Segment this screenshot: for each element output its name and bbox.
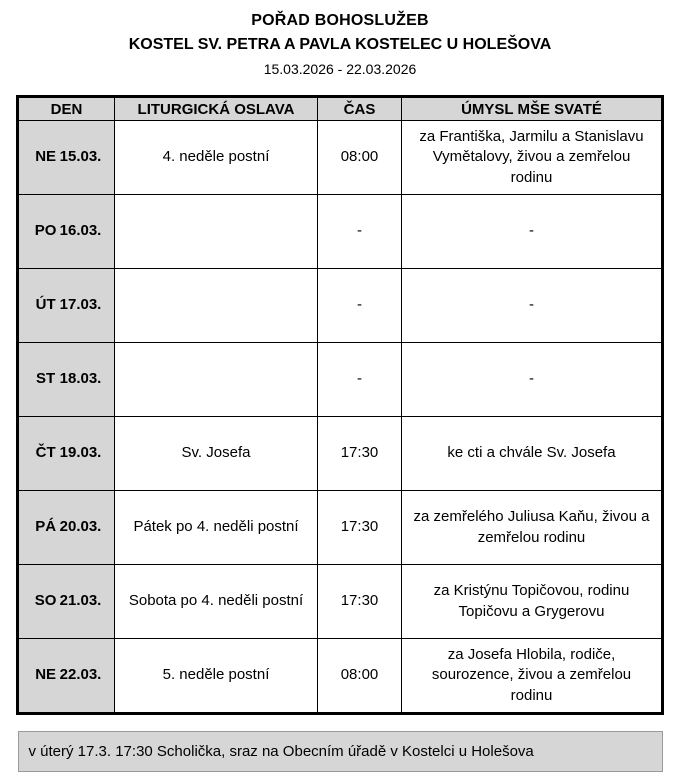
day-abbreviation: PO <box>34 222 57 240</box>
time-cell: 17:30 <box>318 565 402 639</box>
day-abbreviation: ST <box>36 370 56 388</box>
church-name: KOSTEL SV. PETRA A PAVLA KOSTELEC U HOLEŠOVA <box>128 35 552 53</box>
day-cell <box>18 343 115 417</box>
day-date: 18.03. <box>59 370 102 388</box>
col-header-umysl: ÚMYSL MŠE SVATÉ <box>402 97 663 121</box>
day-abbreviation: NE <box>35 666 57 684</box>
table-row <box>18 639 663 714</box>
table-row <box>18 121 663 195</box>
date-range: 15.03.2026 - 22.03.2026 <box>263 61 417 78</box>
intention-cell: za zemřelého Juliusa Kaňu, živou a zemřelou rodinu <box>402 491 663 565</box>
day-cell <box>18 121 115 195</box>
day-date: 21.03. <box>59 592 102 610</box>
footer-note: v úterý 17.3. 17:30 Scholička, sraz na Obecním úřadě v Kostelci u Holešova <box>18 731 663 772</box>
celebration-cell: 4. neděle postní <box>115 121 318 195</box>
day-cell <box>18 491 115 565</box>
schedule-table <box>16 95 664 715</box>
day-cell <box>18 565 115 639</box>
day-date: 22.03. <box>59 666 102 684</box>
celebration-cell: Pátek po 4. neděli postní <box>115 491 318 565</box>
intention-cell: ke cti a chvále Sv. Josefa <box>402 417 663 491</box>
day-cell <box>18 269 115 343</box>
day-abbreviation: PÁ <box>35 518 57 536</box>
intention-cell: za Kristýnu Topičovou, rodinu Topičovu a Grygerovu <box>402 565 663 639</box>
time-cell: - <box>318 269 402 343</box>
day-date: 20.03. <box>59 518 102 536</box>
celebration-cell <box>115 343 318 417</box>
day-abbreviation: SO <box>34 592 57 610</box>
celebration-cell <box>115 269 318 343</box>
table-row <box>18 491 663 565</box>
table-row <box>18 417 663 491</box>
celebration-cell: Sv. Josefa <box>115 417 318 491</box>
intention-cell: za Františka, Jarmilu a Stanislavu Vymětalovy, živou a zemřelou rodinu <box>402 121 663 195</box>
intention-cell: - <box>402 195 663 269</box>
header-block <box>0 10 680 79</box>
time-cell: 17:30 <box>318 491 402 565</box>
col-header-den: DEN <box>18 97 115 121</box>
day-cell <box>18 639 115 714</box>
celebration-cell: Sobota po 4. neděli postní <box>115 565 318 639</box>
col-header-cas: ČAS <box>318 97 402 121</box>
day-date: 16.03. <box>59 222 102 240</box>
day-cell <box>18 195 115 269</box>
time-cell: 08:00 <box>318 639 402 714</box>
table-row <box>18 195 663 269</box>
page-title: POŘAD BOHOSLUŽEB <box>251 12 429 29</box>
intention-cell: za Josefa Hlobila, rodiče, sourozence, živou a zemřelou rodinu <box>402 639 663 714</box>
celebration-cell: 5. neděle postní <box>115 639 318 714</box>
time-cell: - <box>318 343 402 417</box>
day-abbreviation: NE <box>35 148 57 166</box>
table-row <box>18 565 663 639</box>
day-cell <box>18 417 115 491</box>
celebration-cell <box>115 195 318 269</box>
table-header-row <box>18 97 663 121</box>
day-abbreviation: ÚT <box>35 296 56 314</box>
time-cell: 17:30 <box>318 417 402 491</box>
day-date: 17.03. <box>59 296 102 314</box>
col-header-liturgicka-oslava: LITURGICKÁ OSLAVA <box>115 97 318 121</box>
day-abbreviation: ČT <box>35 444 56 462</box>
time-cell: - <box>318 195 402 269</box>
day-date: 15.03. <box>59 148 102 166</box>
day-date: 19.03. <box>59 444 102 462</box>
intention-cell: - <box>402 343 663 417</box>
time-cell: 08:00 <box>318 121 402 195</box>
table-row <box>18 343 663 417</box>
table-row <box>18 269 663 343</box>
intention-cell: - <box>402 269 663 343</box>
